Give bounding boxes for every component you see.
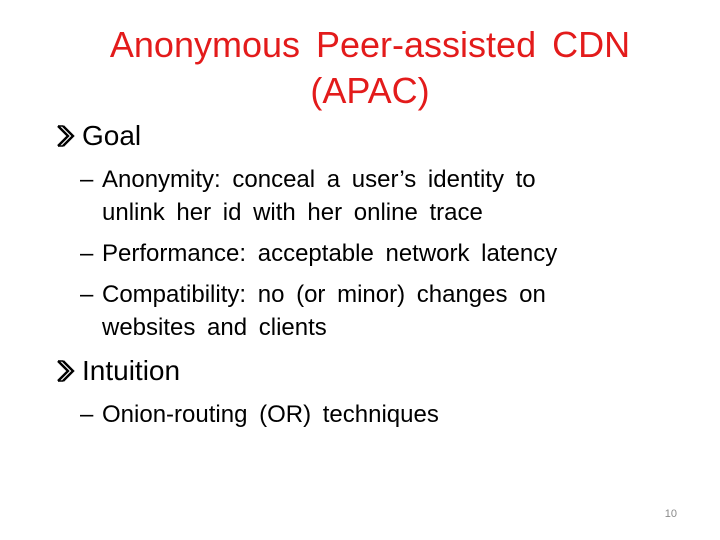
bullet-intuition xyxy=(56,354,180,388)
sub-bullet-performance xyxy=(80,237,557,270)
sub-bullet-text: Compatibility: no (or minor) changes on xyxy=(102,281,546,308)
bullet-intuition-label: Intuition xyxy=(82,355,181,386)
arrow-bullet-icon xyxy=(56,359,76,383)
slide-title-line-1: Anonymous Peer-assisted CDN xyxy=(109,24,631,65)
sub-bullet-text: Performance: acceptable network latency xyxy=(102,240,558,267)
sub-bullet-onion-routing xyxy=(80,398,439,431)
dash: – xyxy=(80,281,94,308)
slide-title-line-2: (APAC) xyxy=(310,70,430,111)
dash: – xyxy=(80,166,94,193)
page-number: 10 xyxy=(664,508,677,520)
sub-bullet-anonymity xyxy=(80,163,536,229)
sub-bullet-continuation: websites and clients xyxy=(102,314,327,341)
sub-bullet-continuation: unlink her id with her online trace xyxy=(102,199,483,226)
slide-title xyxy=(0,22,720,114)
dash: – xyxy=(80,240,94,267)
arrow-bullet-icon xyxy=(56,124,76,148)
sub-bullet-text: Onion-routing (OR) techniques xyxy=(102,401,439,428)
bullet-goal-label: Goal xyxy=(82,120,142,151)
dash: – xyxy=(80,401,94,428)
sub-bullet-compatibility xyxy=(80,278,546,344)
bullet-goal xyxy=(56,119,141,153)
sub-bullet-text: Anonymity: conceal a user’s identity to xyxy=(102,166,536,193)
